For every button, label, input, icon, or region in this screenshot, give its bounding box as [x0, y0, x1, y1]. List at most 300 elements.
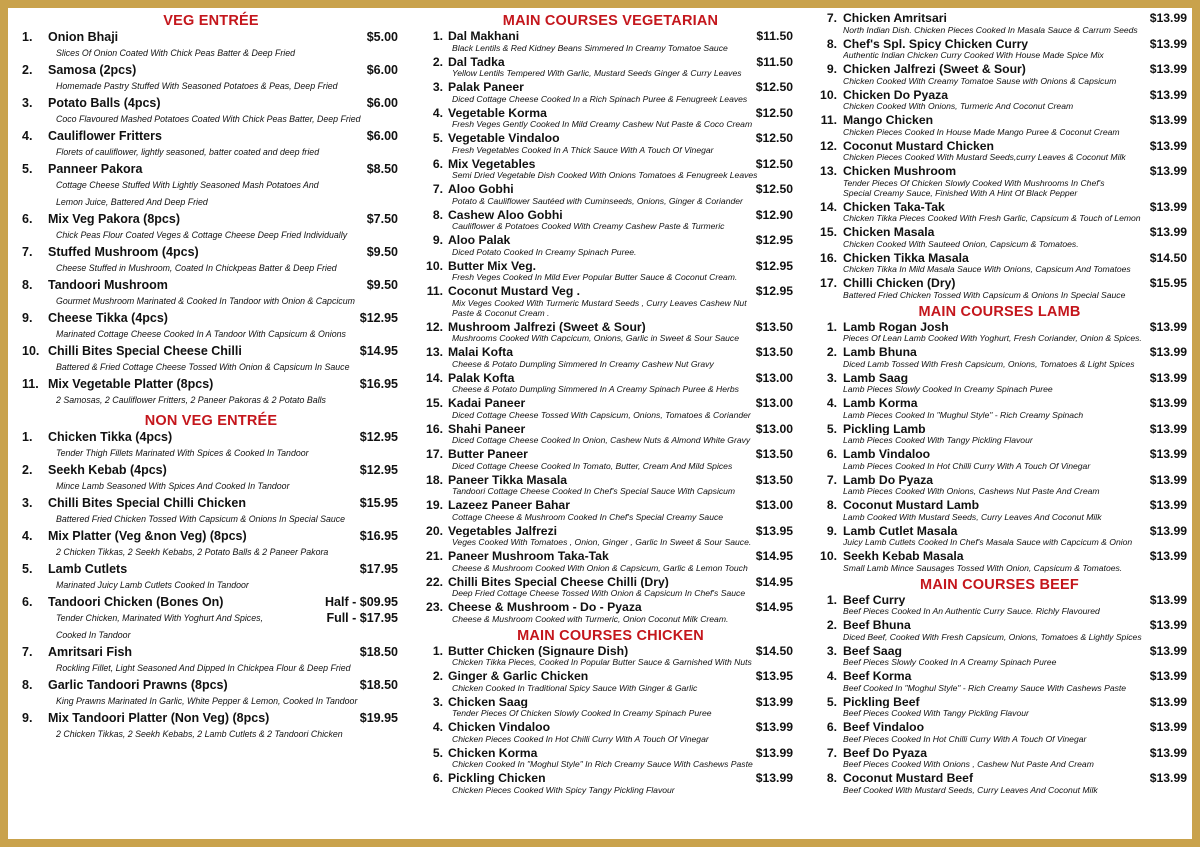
menu-item-row	[418, 132, 803, 145]
menu-item-row	[808, 423, 1191, 436]
item-description	[418, 435, 803, 445]
item-name: Butter Chicken (Signaure Dish)	[448, 644, 629, 657]
menu-item	[22, 645, 400, 677]
item-price: $13.99	[1149, 669, 1187, 683]
item-price: $13.00	[755, 370, 793, 385]
menu-item	[22, 96, 400, 128]
menu-item	[418, 601, 803, 624]
item-name: Cheese & Mushroom - Do - Pyaza	[448, 601, 642, 614]
item-name: Beef Curry	[843, 593, 906, 606]
menu-item	[22, 678, 400, 710]
menu-item	[808, 670, 1191, 693]
menu-item-row	[418, 576, 803, 589]
menu-item	[418, 772, 803, 795]
item-price: $8.50	[366, 162, 398, 176]
menu-item-row	[808, 619, 1191, 632]
item-name: Coconut Mustard Beef	[843, 772, 974, 785]
item-description-line: Chick Peas Flour Coated Veges & Cottage Cheese Deep Fried Individually	[56, 230, 348, 240]
item-name: Mix Tandoori Platter (Non Veg) (8pcs)	[48, 711, 270, 725]
item-description	[418, 384, 803, 394]
menu-item-row	[22, 245, 400, 260]
item-price: $13.95	[755, 669, 793, 683]
item-description	[418, 43, 803, 53]
item-number: 8.	[22, 278, 33, 292]
menu-item-row	[418, 158, 803, 171]
menu-item-row	[22, 430, 400, 445]
menu-item	[808, 252, 1191, 275]
item-description	[418, 359, 803, 369]
item-price: $13.00	[755, 421, 793, 436]
item-description-line: Cheese & Mushroom Cooked With Onion & Capsicum, Garlic & Lemon Touch	[452, 562, 748, 573]
item-price: $14.95	[359, 344, 398, 358]
menu-item	[418, 260, 803, 283]
menu-item-row	[418, 772, 803, 785]
item-price: $12.50	[755, 182, 793, 196]
item-number: 19.	[426, 498, 443, 512]
item-description	[418, 333, 803, 343]
item-description	[418, 734, 803, 744]
item-name: Chicken Korma	[448, 746, 538, 759]
menu-item	[418, 209, 803, 232]
item-price: $13.99	[1149, 370, 1187, 385]
item-description-line: Chicken Cooked With Onions, Turmeric And Coconut Cream	[843, 101, 1074, 111]
item-name: Mushroom Jalfrezi (Sweet & Sour)	[448, 320, 646, 333]
item-number: 9.	[22, 311, 33, 325]
item-name: Lamb Korma	[843, 397, 918, 410]
item-description-line: Slices Of Onion Coated With Chick Peas Batter & Deep Fried	[56, 48, 296, 58]
menu-item-row	[808, 448, 1191, 461]
menu-item	[808, 140, 1191, 163]
item-price: $18.50	[359, 678, 398, 692]
item-description-line: Chicken Tikka Pieces, Cooked In Popular Butter Sauce & Garnished With Nuts	[452, 657, 752, 667]
item-number: 9.	[22, 711, 33, 725]
menu-item-row	[808, 372, 1191, 385]
item-description-line: Beef Pieces Slowly Cooked In A Creamy Spinach Puree	[843, 657, 1057, 667]
item-price: $13.99	[1149, 592, 1187, 607]
item-description-line: Lamb Pieces Slowly Cooked In Creamy Spinach Puree	[843, 384, 1053, 394]
menu-item-row	[418, 550, 803, 563]
section-title-main-beef: MAIN COURSES BEEF	[920, 576, 1079, 593]
item-description-line: Diced Beef, Cooked With Fresh Capsicum, Onions, Tomatoes & Lightly Spices	[843, 631, 1142, 642]
item-number: 5.	[826, 421, 837, 436]
item-name: Samosa (2pcs)	[48, 63, 137, 77]
menu-item	[808, 165, 1191, 198]
menu-item	[418, 550, 803, 573]
item-description	[22, 445, 400, 462]
item-name: Potato Balls (4pcs)	[48, 96, 161, 110]
item-price: $15.95	[359, 496, 398, 510]
menu-item	[418, 81, 803, 104]
menu-item-row	[808, 747, 1191, 760]
item-number: 4.	[432, 720, 443, 734]
menu-item	[22, 711, 400, 743]
item-price: $13.99	[1149, 396, 1187, 410]
item-name: Beef Saag	[843, 644, 902, 657]
menu-item	[22, 30, 400, 62]
item-description-line	[56, 610, 400, 627]
item-name: Garlic Tandoori Prawns (8pcs)	[48, 678, 228, 692]
item-name: Chilli Bites Special Cheese Chilli (Dry)	[448, 575, 669, 588]
menu-item	[418, 234, 803, 257]
section-title-veg-entree: VEG ENTRÉE	[163, 13, 259, 29]
item-price: $13.99	[755, 745, 793, 760]
item-description	[418, 68, 803, 78]
menu-item-row	[808, 226, 1191, 239]
item-price: $13.50	[755, 345, 793, 359]
item-description-line: Chicken Pieces Cooked With Mustard Seeds,curry Leaves & Coconut Milk	[843, 152, 1126, 162]
item-description-line: Small Lamb Mince Sausages Tossed With Onion, Capsicum & Tomatoes.	[843, 562, 1123, 573]
menu-item-row	[22, 311, 400, 326]
item-description	[808, 537, 1191, 547]
menu-item-row	[418, 81, 803, 94]
item-number: 6.	[432, 156, 443, 171]
menu-item	[22, 278, 400, 310]
menu-item-row	[418, 260, 803, 273]
item-price: $12.90	[755, 207, 793, 222]
item-description	[418, 170, 803, 180]
menu-item-row	[418, 30, 803, 43]
item-name: Lamb Vindaloo	[843, 448, 931, 461]
menu-item	[418, 30, 803, 53]
menu-item	[808, 321, 1191, 344]
item-description	[418, 94, 803, 104]
menu-item	[808, 63, 1191, 86]
item-number: 1.	[22, 30, 33, 44]
item-name: Lamb Saag	[843, 371, 909, 384]
menu-column-left	[22, 12, 400, 744]
item-description-line: Chicken Tikka In Mild Masala Sauce With Onions, Capsicum And Tomatoes	[843, 264, 1131, 274]
menu-item	[808, 201, 1191, 224]
item-number: 10.	[426, 258, 443, 273]
item-price: $14.50	[755, 643, 793, 658]
item-description-line: Battered Fried Chicken Tossed With Capsicum & Onions In Special Sauce	[843, 289, 1126, 300]
item-name: Cauliflower Fritters	[48, 129, 162, 143]
item-description	[22, 511, 400, 528]
item-number: 10.	[820, 549, 837, 563]
item-description-line: Diced Cottage Cheese Cooked In a Rich Spinach Puree & Fenugreek Leaves	[452, 93, 748, 104]
item-name: Dal Makhani	[448, 30, 520, 43]
item-number: 2.	[22, 63, 33, 77]
menu-item-row	[808, 525, 1191, 538]
section-title-main-chicken: MAIN COURSES CHICKEN	[517, 627, 704, 644]
item-description-line: Gourmet Mushroom Marinated & Cooked In Tandoor with Onion & Capcicum	[56, 296, 355, 306]
menu-item-row	[22, 562, 400, 577]
item-name: Ginger & Garlic Chicken	[448, 670, 589, 683]
item-description	[418, 486, 803, 496]
item-name: Chicken Masala	[843, 226, 935, 239]
item-number: 7.	[826, 11, 837, 25]
item-description	[808, 76, 1191, 86]
menu-item-row	[808, 277, 1191, 290]
item-number: 12.	[426, 319, 443, 334]
item-description-line: Chicken Cooked With Sauteed Onion, Capsicum & Tomatoes.	[843, 238, 1079, 249]
item-name: Chicken Tikka (4pcs)	[48, 430, 173, 444]
menu-item	[418, 525, 803, 548]
item-number: 5.	[826, 694, 837, 709]
item-description-line: Beef Pieces Cooked In Hot Chilli Curry With A Touch Of Vinegar	[843, 733, 1087, 744]
menu-column-middle	[418, 12, 803, 798]
item-description-line: Cheese Stuffed in Mushroom, Coated In Chickpeas Batter & Deep Fried	[56, 263, 337, 273]
item-price: $19.95	[359, 711, 398, 725]
item-number: 4.	[22, 529, 33, 543]
item-description	[418, 614, 803, 624]
item-name: Pickling Chicken	[448, 772, 546, 785]
item-name: Beef Bhuna	[843, 619, 911, 632]
item-name: Vegetable Korma	[448, 106, 547, 119]
item-number: 11.	[820, 113, 837, 127]
item-description-line: Marinated Cottage Cheese Cooked In A Tandoor With Capsicum & Onions	[56, 329, 346, 339]
item-number: 8.	[22, 678, 33, 692]
item-number: 17.	[820, 276, 837, 290]
item-number: 17.	[426, 447, 443, 461]
menu-item-row	[808, 397, 1191, 410]
item-description-line: Battered & Fried Cottage Cheese Tossed With Onion & Capsicum In Sauce	[56, 362, 350, 372]
item-description-line: Beef Cooked With Mustard Seeds, Curry Leaves And Coconut Milk	[843, 784, 1098, 795]
menu-item-row	[808, 252, 1191, 265]
menu-item	[808, 594, 1191, 617]
item-price: $12.50	[755, 131, 793, 145]
item-price: $13.99	[1149, 694, 1187, 709]
item-description	[418, 145, 803, 155]
item-name: Chicken Amritsari	[843, 12, 947, 25]
item-name: Lamb Do Pyaza	[843, 473, 934, 486]
item-description	[418, 298, 803, 318]
item-price: $9.50	[366, 278, 398, 292]
item-description	[808, 461, 1191, 471]
item-description-line: North Indian Dish. Chicken Pieces Cooked In Masala Sauce & Carrum Seeds	[843, 24, 1138, 35]
item-description	[418, 272, 803, 282]
item-description-line: Beef Pieces Cooked With Tangy Pickling Flavour	[843, 708, 1029, 718]
item-name: Pickling Beef	[843, 695, 920, 708]
item-description	[418, 247, 803, 257]
item-number: 11.	[426, 284, 443, 298]
menu-item	[418, 670, 803, 693]
item-description-line: Tender Pieces Of Chicken Slowly Cooked With Mushrooms In Chef's	[843, 177, 1105, 188]
menu-item	[22, 162, 400, 211]
item-number: 3.	[826, 370, 837, 385]
item-name: Aloo Gobhi	[448, 183, 514, 196]
item-description	[418, 683, 803, 693]
item-price: $13.99	[1149, 36, 1187, 51]
item-price: $13.99	[755, 694, 793, 709]
menu-item-row	[418, 525, 803, 538]
item-number: 4.	[826, 396, 837, 410]
item-number: 5.	[432, 745, 443, 760]
item-description	[22, 544, 400, 561]
menu-item-row	[22, 377, 400, 392]
item-price: $12.50	[755, 105, 793, 120]
main-beef-list	[808, 594, 1191, 795]
menu-item	[418, 474, 803, 497]
item-description	[22, 260, 400, 277]
item-name: Chicken Taka-Tak	[843, 200, 945, 213]
item-price: $14.50	[1149, 250, 1187, 265]
item-name: Beef Korma	[843, 670, 912, 683]
item-price: $18.50	[359, 645, 398, 659]
menu-item	[808, 38, 1191, 61]
menu-item-row	[808, 670, 1191, 683]
item-description	[22, 610, 400, 644]
menu-item-row	[418, 670, 803, 683]
item-description	[808, 657, 1191, 667]
main-chicken-cont-list	[808, 12, 1191, 300]
menu-item-row	[808, 114, 1191, 127]
item-number: 3.	[22, 496, 33, 510]
menu-item-row	[418, 372, 803, 385]
item-description-line: 2 Chicken Tikkas, 2 Seekh Kebabs, 2 Lamb Cutlets & 2 Tandoori Chicken	[56, 729, 343, 739]
menu-item-row	[418, 721, 803, 734]
item-price: $12.95	[359, 430, 398, 444]
menu-item-row	[808, 165, 1191, 178]
menu-item	[418, 107, 803, 130]
menu-item	[808, 346, 1191, 369]
item-description-line: Special Creamy Sauce, Finished With A Hint Of Black Pepper	[843, 187, 1078, 198]
menu-item-row	[22, 162, 400, 177]
item-name: Cheese Tikka (4pcs)	[48, 311, 168, 325]
menu-item	[22, 463, 400, 495]
menu-item-row	[22, 529, 400, 544]
item-description	[808, 512, 1191, 522]
item-description	[418, 759, 803, 769]
item-number: 22.	[426, 574, 443, 589]
item-number: 20.	[426, 523, 443, 538]
item-name: Chilli Bites Special Chilli Chicken	[48, 496, 246, 510]
item-price: $6.00	[366, 129, 398, 143]
menu-item-row	[808, 201, 1191, 214]
item-description	[808, 25, 1191, 35]
menu-item-row	[418, 183, 803, 196]
item-description-line: Beef Pieces Cooked In An Authentic Curry Sauce. Richly Flavoured	[843, 606, 1100, 616]
item-description-line: Deep Fried Cottage Cheese Tossed With Onion & Capsicum In Chef's Sauce	[452, 588, 746, 598]
item-number: 2.	[432, 669, 443, 683]
item-description	[808, 384, 1191, 394]
item-name: Shahi Paneer	[448, 422, 526, 435]
item-number: 14.	[426, 370, 443, 385]
item-price: $13.99	[1149, 199, 1187, 214]
item-description-line: Lamb Pieces Cooked In "Mughul Style" - Rich Creamy Spinach	[843, 409, 1084, 420]
menu-item-row	[808, 721, 1191, 734]
item-description-line: Chicken Pieces Cooked With Spicy Tangy Pickling Flavour	[452, 784, 675, 795]
item-price: $12.50	[755, 156, 793, 171]
menu-item-row	[418, 645, 803, 658]
item-number: 12.	[820, 138, 837, 153]
veg-entree-list	[22, 30, 400, 409]
menu-item-row	[808, 474, 1191, 487]
menu-item-row	[418, 499, 803, 512]
item-description	[808, 333, 1191, 343]
item-description	[22, 392, 400, 409]
menu-item	[808, 721, 1191, 744]
item-description-line: Cottage Cheese Stuffed With Lightly Seasoned Mash Potatoes And	[56, 180, 319, 190]
menu-item-row	[22, 678, 400, 693]
item-description-line: Mince Lamb Seasoned With Spices And Cooked In Tandoor	[56, 481, 290, 491]
menu-item	[418, 56, 803, 79]
item-price: $13.00	[755, 396, 793, 410]
item-name: Aloo Palak	[448, 234, 511, 247]
item-number: 1.	[22, 430, 33, 444]
item-description-line: Yellow Lentils Tempered With Garlic, Mustard Seeds Ginger & Curry Leaves	[452, 68, 742, 78]
item-description	[808, 410, 1191, 420]
item-number: 6.	[432, 771, 443, 785]
menu-item	[418, 321, 803, 344]
menu-item-row	[808, 499, 1191, 512]
item-description-line: Cooked In Tandoor	[56, 630, 131, 640]
item-number: 7.	[22, 645, 33, 659]
item-description-line: Paste & Coconut Cream .	[452, 307, 550, 318]
item-price: $12.95	[359, 311, 398, 325]
item-description	[808, 435, 1191, 445]
menu-item-row	[418, 474, 803, 487]
menu-item-row	[418, 321, 803, 334]
item-number: 8.	[826, 36, 837, 51]
item-description-line: Fresh Veges Cooked In Mild Ever Popular Butter Sauce & Coconut Cream.	[452, 272, 738, 282]
item-description-line: Chicken Cooked In Traditional Spicy Sauce With Ginger & Garlic	[452, 682, 698, 693]
item-price: $9.50	[366, 245, 398, 259]
item-description-line: 2 Chicken Tikkas, 2 Seekh Kebabs, 2 Potato Balls & 2 Paneer Pakora	[56, 547, 329, 557]
item-description	[808, 683, 1191, 693]
menu-item-row	[808, 89, 1191, 102]
item-number: 9.	[826, 62, 837, 76]
item-name: Mix Vegetables	[448, 157, 536, 170]
item-description-line: Beef Cooked In "Moghul Style" - Rich Creamy Sauce With Cashews Paste	[843, 682, 1127, 693]
item-name: Lamb Cutlets	[48, 562, 128, 576]
item-description	[808, 290, 1191, 300]
menu-item	[808, 448, 1191, 471]
item-name: Onion Bhaji	[48, 30, 119, 44]
item-price: $13.99	[1149, 643, 1187, 658]
item-name: Coconut Mustard Chicken	[843, 139, 994, 152]
item-number: 2.	[22, 463, 33, 477]
item-name: Mix Veg Pakora (8pcs)	[48, 212, 181, 226]
item-description	[22, 660, 400, 677]
menu-item-row	[808, 12, 1191, 25]
item-name: Chicken Saag	[448, 695, 528, 708]
item-price: $13.99	[1149, 618, 1187, 632]
item-number: 3.	[826, 643, 837, 658]
item-description	[808, 734, 1191, 744]
item-number: 6.	[826, 447, 837, 461]
item-number: 13.	[820, 164, 837, 178]
item-description-line: Tender Thigh Fillets Marinated With Spices & Cooked In Tandoor	[56, 448, 309, 458]
item-price: $12.95	[755, 258, 793, 273]
item-number: 2.	[826, 618, 837, 632]
item-price: $13.99	[1149, 62, 1187, 76]
item-description-line: Marinated Juicy Lamb Cutlets Cooked In Tandoor	[56, 580, 249, 590]
menu-item	[22, 245, 400, 277]
item-description	[22, 111, 400, 128]
item-number: 4.	[826, 669, 837, 683]
item-description-line: Tandoori Cottage Cheese Cooked In Chef's Special Sauce With Capsicum	[452, 486, 736, 496]
item-number: 9.	[432, 233, 443, 247]
item-name: Beef Do Pyaza	[843, 746, 927, 759]
item-number: 7.	[826, 472, 837, 487]
menu-item	[418, 448, 803, 471]
item-name: Coconut Mustard Lamb	[843, 499, 980, 512]
item-price: $13.95	[755, 523, 793, 538]
menu-item-row	[22, 463, 400, 478]
item-description-line: Mix Veges Cooked With Turmeric Mustard Seeds , Curry Leaves Cashew Nut	[452, 297, 747, 308]
item-price: $14.95	[755, 574, 793, 589]
menu-item-row	[22, 645, 400, 660]
item-description-line: Cauliflower & Potatoes Cooked With Creamy Cashew Paste & Turmeric	[452, 221, 725, 231]
menu-item	[808, 423, 1191, 446]
item-description-line: Coco Flavoured Mashed Potatoes Coated With Chick Peas Batter, Deep Fried	[56, 114, 361, 124]
menu-item-row	[808, 346, 1191, 359]
item-number: 4.	[22, 129, 33, 143]
item-description-line: Diced Cottage Cheese Cooked In Onion, Cashew Nuts & Almond White Gravy	[452, 435, 751, 445]
item-name: Tandoori Chicken (Bones On)	[48, 595, 224, 609]
menu-item	[808, 114, 1191, 137]
